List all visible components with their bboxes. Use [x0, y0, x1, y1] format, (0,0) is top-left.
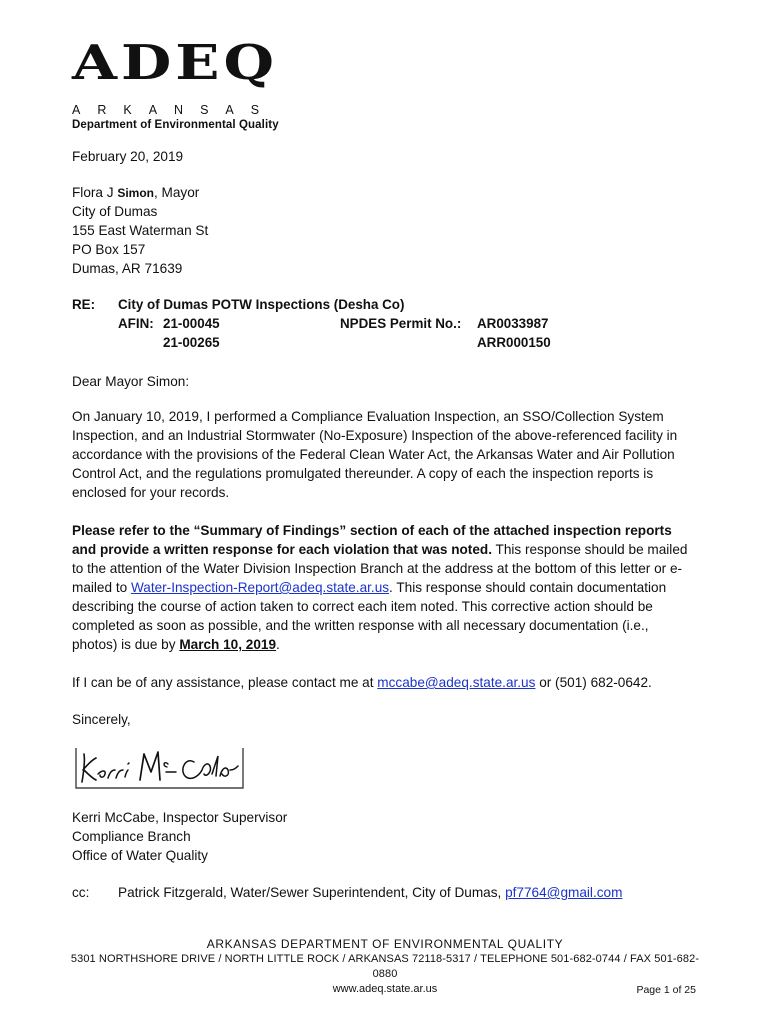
- closing: Sincerely,: [72, 712, 131, 727]
- salutation: Dear Mayor Simon:: [72, 374, 190, 389]
- recipient-po-box: PO Box 157: [72, 242, 146, 257]
- recipient-first-name: Flora J: [72, 185, 118, 200]
- paragraph-response: [72, 521, 692, 654]
- response-text-1: This response should be mailed to the attention of the Water Division Inspection Branch at the address at the bottom of this letter or e-mailed to: [72, 542, 688, 595]
- recipient-name-line: [72, 183, 208, 202]
- re-label: RE:: [72, 297, 96, 312]
- recipient-title: , Mayor: [154, 185, 200, 200]
- logo-department: Department of Environmental Quality: [72, 119, 279, 131]
- signer-name: Kerri McCabe, Inspector Supervisor: [72, 810, 288, 825]
- signer-office: Office of Water Quality: [72, 848, 208, 863]
- footer-address: 5301 NORTHSHORE DRIVE / NORTH LITTLE ROCK / ARKANSAS 72118-5317 / TELEPHONE 501-682-0744 / FAX 501-682-0880: [70, 953, 700, 980]
- cc-recipient-text: Patrick Fitzgerald, Water/Sewer Superintendent, City of Dumas,: [118, 885, 506, 900]
- npdes-label: NPDES Permit No.:: [340, 316, 462, 331]
- letter-date: February 20, 2019: [72, 149, 184, 164]
- due-date: March 10, 2019: [179, 637, 277, 652]
- re-title: City of Dumas POTW Inspections (Desha Co): [118, 297, 405, 312]
- footer-website: www.adeq.state.ar.us: [332, 983, 438, 995]
- paragraph-inspection: On January 10, 2019, I performed a Compliance Evaluation Inspection, an SSO/Collection System Inspection, and an Industrial Stormwater (No-Exposure) Inspection of the above-referenced facility in accordance with the provisions of the Federal Clean Water Act, the Arkansas Water and Air Pollution Control Act, and the regulations promulgated thereunder. A copy of each the inspection reports is enclosed for your records.: [72, 409, 678, 500]
- recipient-address: [72, 183, 208, 278]
- signer-block: [72, 808, 287, 865]
- contact-text-1: If I can be of any assistance, please contact me at: [72, 675, 378, 690]
- afin-value-2: 21-00265: [163, 335, 220, 350]
- logo-letters: ADEQ: [72, 34, 279, 91]
- cc-email-link[interactable]: pf7764@gmail.com: [505, 885, 623, 900]
- response-instruction-bold: Please refer to the “Summary of Findings” section of each of the attached inspection reports and provide a written response for each violation that was noted.: [72, 523, 672, 557]
- afin-label: AFIN:: [118, 316, 154, 331]
- npdes-value-1: AR0033987: [477, 316, 549, 331]
- afin-value-1: 21-00045: [163, 316, 220, 331]
- recipient-street: 155 East Waterman St: [72, 223, 209, 238]
- signer-branch: Compliance Branch: [72, 829, 191, 844]
- recipient-city: Dumas, AR 71639: [72, 261, 183, 276]
- logo-state: ARKANSAS: [72, 103, 277, 117]
- response-text-3: .: [276, 637, 280, 652]
- footer-title: ARKANSAS DEPARTMENT OF ENVIRONMENTAL QUALITY: [206, 937, 564, 951]
- adeq-logo: [72, 34, 292, 132]
- inspection-report-email-link[interactable]: Water-Inspection-Report@adeq.state.ar.us: [130, 580, 390, 595]
- recipient-last-name: Simon: [117, 186, 154, 200]
- contact-text-2: or (501) 682-0642.: [535, 675, 652, 690]
- re-block: [72, 295, 692, 352]
- page-number: Page 1 of 25: [636, 984, 696, 996]
- letterhead-footer: [68, 936, 702, 996]
- recipient-org: City of Dumas: [72, 204, 158, 219]
- paragraph-contact: [72, 673, 692, 692]
- cc-recipient: [118, 883, 622, 902]
- handwritten-signature: [72, 740, 247, 800]
- response-text-2: . This response should contain documentation describing the course of action taken to correct each item noted. This corrective action should be completed as soon as possible, and the written response with all necessary documentation (i.e., photos) is due by: [72, 580, 667, 652]
- inspector-email-link[interactable]: mccabe@adeq.state.ar.us: [377, 675, 536, 690]
- npdes-value-2: ARR000150: [477, 335, 551, 350]
- cc-label: cc:: [72, 885, 90, 900]
